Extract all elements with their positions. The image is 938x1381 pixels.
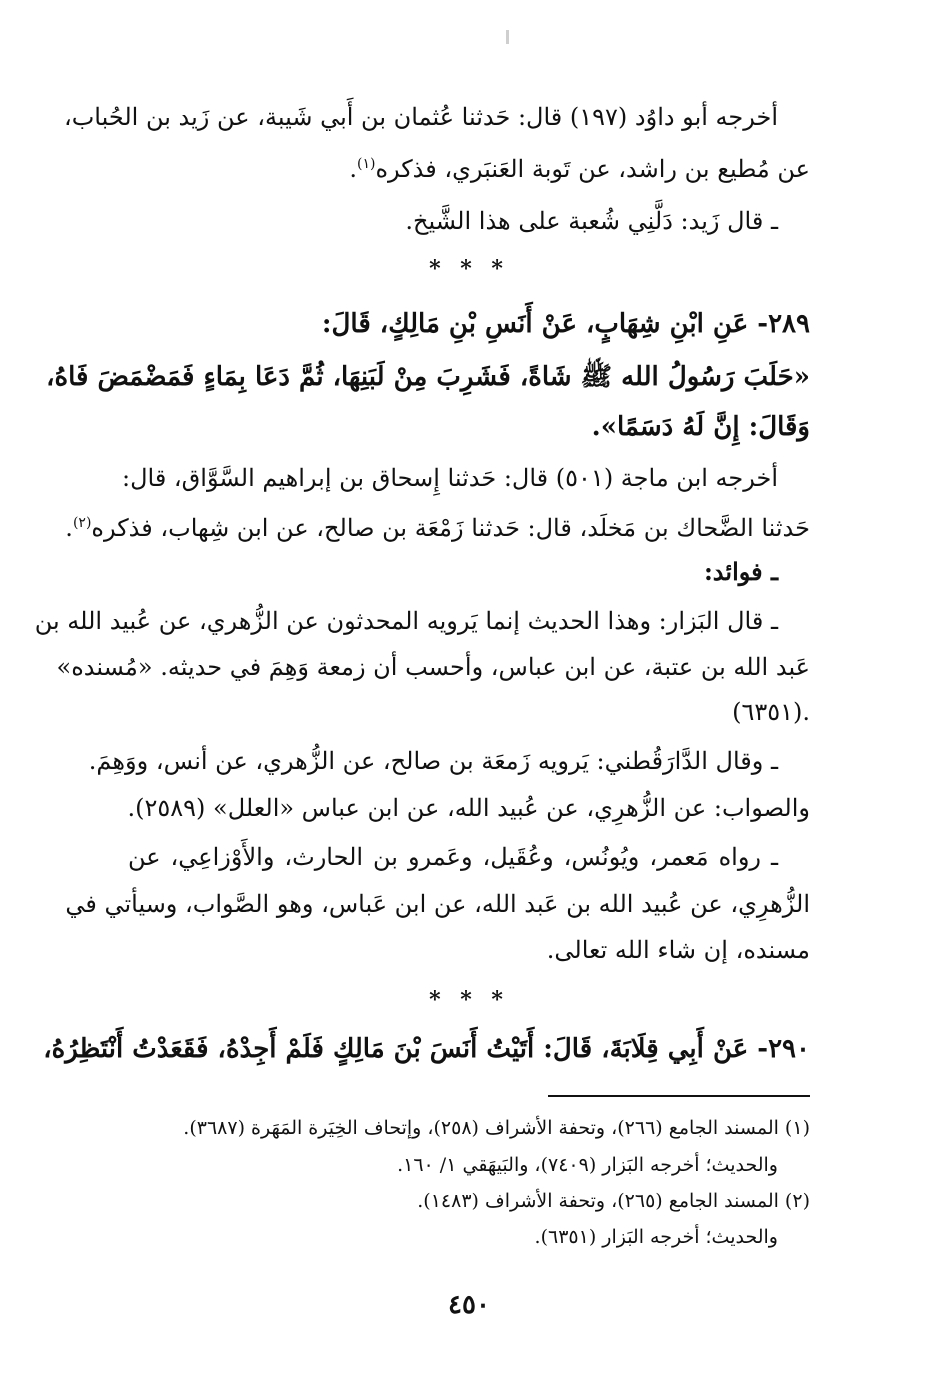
text-line: والصواب: عن الزُّهرِي، عن عُبيد الله، عن ابن عباس «العلل» (٢٥٨٩). — [127, 794, 810, 822]
hadith-text: «حَلَبَ رَسُولُ الله ﷺ شَاةً، فَشَرِبَ مِنْ لَبَنِهَا، ثُمَّ دَعَا بِمَاءٍ فَمَضْمَضَ فَاهُ، — [46, 362, 810, 392]
hadith-heading: ٢٨٩- عَنِ ابْنِ شِهَابٍ، عَنْ أَنَسِ بْنِ مَالِكٍ، قَالَ: — [321, 309, 810, 339]
text-line — [65, 508, 810, 548]
text-fragment: . — [65, 514, 73, 542]
text-line: الزُّهرِي، عن عُبيد الله بن عَبد الله، عن ابن عَباس، وهو الصَّواب، وسيأتي في — [65, 890, 810, 918]
scan-mark — [506, 30, 509, 44]
footnote-line: (٢) المسند الجامع (٢٦٥)، وتحفة الأشراف (١٤٨٣). — [417, 1190, 810, 1212]
text-line: ـ رواه مَعمر، ويُونُس، وعُقَيل، وعَمرو بن الحارث، والأَوْزاعِي، عن — [128, 843, 778, 871]
footnote-line: (١) المسند الجامع (٢٦٦)، وتحفة الأشراف (٢٥٨)، وإتحاف الخِيَرة المَهَرة (٣٦٨٧). — [183, 1117, 810, 1139]
text-line: مسنده، إن شاء الله تعالى. — [546, 936, 810, 964]
hadith-text: وَقَالَ: إِنَّ لَهُ دَسَمًا». — [591, 412, 810, 442]
text-fragment: عن مُطيع بن راشد، عن تَوبة العَنبَري، فذكره — [375, 155, 810, 183]
text-line: ـ قال زَيد: دَلَّنِي شُعبة على هذا الشَّيخ. — [405, 207, 778, 235]
section-separator: * * * — [429, 256, 509, 282]
text-fragment: . — [349, 155, 357, 183]
text-line: ـ وقال الدَّارَقُطني: يَرويه زَمعَة بن صالح، عن الزُّهري، عن أنس، ووَهِمَ. — [88, 747, 778, 775]
text-line: (٦٣٥١). — [732, 698, 810, 726]
text-line: أخرجه أبو داوُد (١٩٧) قال: حَدثنا عُثمان بن أَبي شَيبة، عن زَيد بن الحُباب، — [63, 103, 778, 131]
footnote-line: والحديث؛ أخرجه البَزار (٧٤٠٩)، والبَيهَقي ١/ ١٦٠. — [397, 1154, 778, 1176]
text-line: أخرجه ابن ماجة (٥٠١) قال: حَدثنا إِسحاق بن إبراهيم السَّوَّاق، قال: — [121, 464, 778, 492]
section-separator: * * * — [429, 987, 509, 1013]
text-fragment: حَدثنا الضَّحاك بن مَخلَد، قال: حَدثنا زَمْعَة بن صالح، عن ابن شِهاب، فذكره — [91, 514, 810, 542]
footnote-line: والحديث؛ أخرجه البَزار (٦٣٥١). — [534, 1226, 778, 1248]
section-heading: ـ فوائد: — [703, 557, 778, 586]
footnote-divider — [548, 1095, 810, 1097]
hadith-heading: ٢٩٠- عَنْ أَبِي قِلَابَةَ، قَالَ: أَتَيْتُ أَنَسَ بْنَ مَالِكٍ فَلَمْ أَجِدْهُ، فَقَعَدْتُ أَنْتَظِرُهُ، — [43, 1034, 810, 1064]
page-number: ٤٥٠ — [448, 1290, 490, 1320]
text-line — [128, 149, 810, 189]
text-line: عَبد الله بن عتبة، عن ابن عباس، وأحسب أن زمعة وَهِمَ في حديثه. «مُسنده» — [56, 653, 810, 681]
footnote-ref: (٢) — [72, 515, 92, 531]
footnote-ref: (١) — [356, 156, 376, 172]
text-line: ـ قال البَزار: وهذا الحديث إنما يَرويه المحدثون عن الزُّهري، عن عُبيد الله بن — [34, 607, 778, 635]
